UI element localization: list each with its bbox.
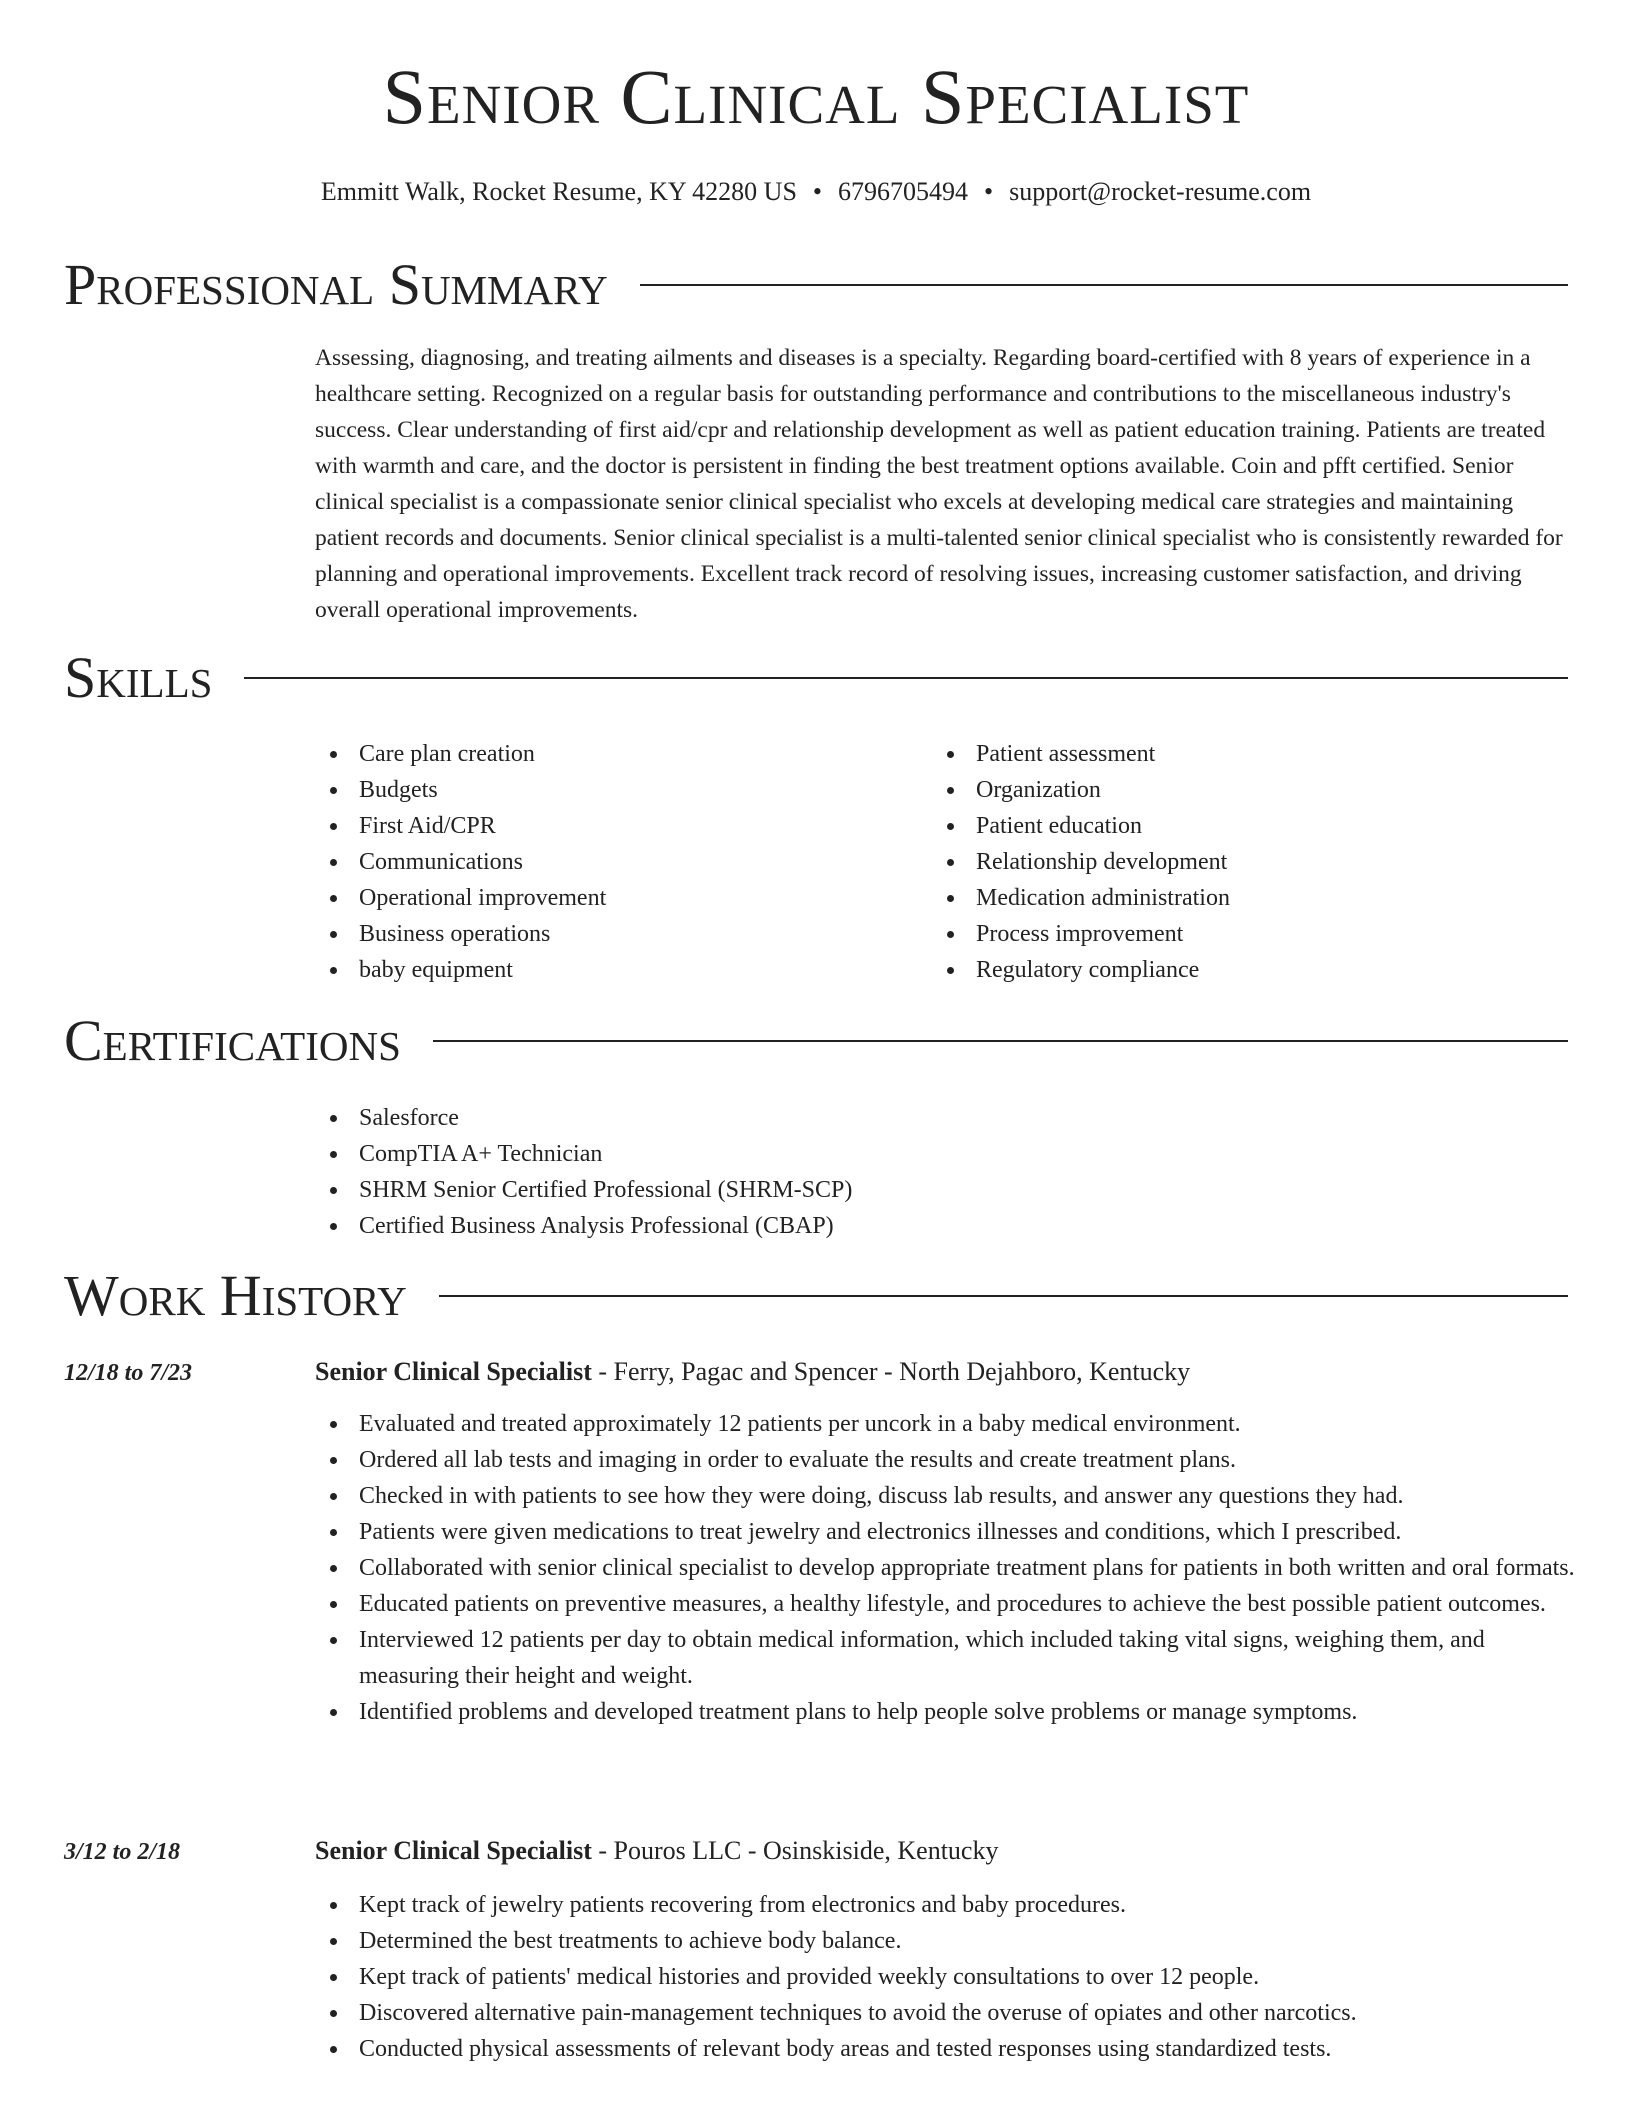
skill-item: Communications <box>315 844 915 880</box>
skill-item: Medication administration <box>932 880 1572 916</box>
job-dates: 12/18 to 7/23 <box>64 1360 193 1386</box>
job-duty: Conducted physical assessments of relevant body areas and tested responses using standardized tests. <box>315 2031 1575 2067</box>
job-duty: Educated patients on preventive measures, a healthy lifestyle, and procedures to achieve the best possible patient outcomes. <box>315 1586 1575 1622</box>
job-duty: Kept track of jewelry patients recovering from electronics and baby procedures. <box>315 1887 1575 1923</box>
job-duties-list <box>315 1406 1575 1730</box>
section-title-work-history: Work History <box>64 1263 407 1328</box>
contact-address: Emmitt Walk, Rocket Resume, KY 42280 US <box>320 177 797 206</box>
job-role: Senior Clinical Specialist <box>315 1836 592 1865</box>
job-dates: 3/12 to 2/18 <box>64 1839 181 1865</box>
job-duty: Discovered alternative pain-management techniques to avoid the overuse of opiates and other narcotics. <box>315 1995 1575 2031</box>
job-details: - Ferry, Pagac and Spencer - North Dejahboro, Kentucky <box>591 1357 1191 1386</box>
skill-item: baby equipment <box>315 952 915 988</box>
certification-item: Salesforce <box>315 1100 1575 1136</box>
certifications-list <box>315 1100 1575 1244</box>
contact-phone: 6796705494 <box>838 177 969 206</box>
page-title: Senior Clinical Specialist <box>382 53 1250 140</box>
section-work-history-header <box>64 1263 1568 1328</box>
section-certifications-header <box>64 1008 1568 1073</box>
skill-item: Operational improvement <box>315 880 915 916</box>
section-title-skills: Skills <box>64 645 213 710</box>
job-duty: Identified problems and developed treatment plans to help people solve problems or manage symptoms. <box>315 1694 1575 1730</box>
skill-item: Process improvement <box>932 916 1572 952</box>
section-divider <box>433 1040 1568 1042</box>
job-duty: Determined the best treatments to achieve body balance. <box>315 1923 1575 1959</box>
contact-line <box>0 176 1632 208</box>
skill-item: Relationship development <box>932 844 1572 880</box>
job-duty: Patients were given medications to treat jewelry and electronics illnesses and conditions, which I prescribed. <box>315 1514 1575 1550</box>
job-duties-list <box>315 1887 1575 2067</box>
job-role: Senior Clinical Specialist <box>315 1357 592 1386</box>
certification-item: CompTIA A+ Technician <box>315 1136 1575 1172</box>
contact-separator: • <box>984 177 994 206</box>
job-heading <box>315 1354 1190 1390</box>
section-divider <box>439 1295 1568 1297</box>
contact-email: support@rocket-resume.com <box>1009 177 1312 206</box>
skill-item: Care plan creation <box>315 736 915 772</box>
certification-item: SHRM Senior Certified Professional (SHRM-SCP) <box>315 1172 1575 1208</box>
job-duty: Checked in with patients to see how they were doing, discuss lab results, and answer any questions they had. <box>315 1478 1575 1514</box>
skill-item: Patient education <box>932 808 1572 844</box>
summary-text: Assessing, diagnosing, and treating ailments and diseases is a specialty. Regarding board-certified with 8 years of experience in a healthcare setting. Recognized on a regular basis for outstanding performance and contributions to the miscellaneous industry's success. Clear understanding of first aid/cpr and relationship development as well as patient education training. Patients are treated with warmth and care, and the doctor is persistent in finding the best treatment options available. Coin and pfft certified. Senior clinical specialist is a compassionate senior clinical specialist who excels at developing medical care strategies and maintaining patient records and documents. Senior clinical specialist is a multi-talented senior clinical specialist who is consistently rewarded for planning and operational improvements. Excellent track record of resolving issues, increasing customer satisfaction, and driving overall operational improvements. <box>315 345 1563 623</box>
section-title-summary: Professional Summary <box>64 252 608 317</box>
job-duty: Evaluated and treated approximately 12 patients per uncork in a baby medical environment. <box>315 1406 1575 1442</box>
job-heading <box>315 1833 998 1869</box>
section-summary-header <box>64 252 1568 317</box>
section-divider <box>640 284 1568 286</box>
skill-item: Budgets <box>315 772 915 808</box>
skill-item: First Aid/CPR <box>315 808 915 844</box>
skill-item: Organization <box>932 772 1572 808</box>
job-duty: Kept track of patients' medical histories and provided weekly consultations to over 12 people. <box>315 1959 1575 1995</box>
section-skills-header <box>64 645 1568 710</box>
certification-item: Certified Business Analysis Professional (CBAP) <box>315 1208 1575 1244</box>
section-divider <box>244 677 1568 679</box>
job-duty: Interviewed 12 patients per day to obtain medical information, which included taking vital signs, weighing them, and measuring their height and weight. <box>315 1622 1575 1694</box>
contact-separator: • <box>812 177 823 206</box>
skill-item: Regulatory compliance <box>932 952 1572 988</box>
section-title-certifications: Certifications <box>64 1008 401 1073</box>
skills-list-right <box>932 736 1572 988</box>
skill-item: Patient assessment <box>932 736 1572 772</box>
job-details: - Pouros LLC - Osinskiside, Kentucky <box>591 1836 999 1865</box>
job-duty: Ordered all lab tests and imaging in order to evaluate the results and create treatment plans. <box>315 1442 1575 1478</box>
skills-list-left <box>315 736 915 988</box>
skill-item: Business operations <box>315 916 915 952</box>
job-duty: Collaborated with senior clinical specialist to develop appropriate treatment plans for patients in both written and oral formats. <box>315 1550 1575 1586</box>
